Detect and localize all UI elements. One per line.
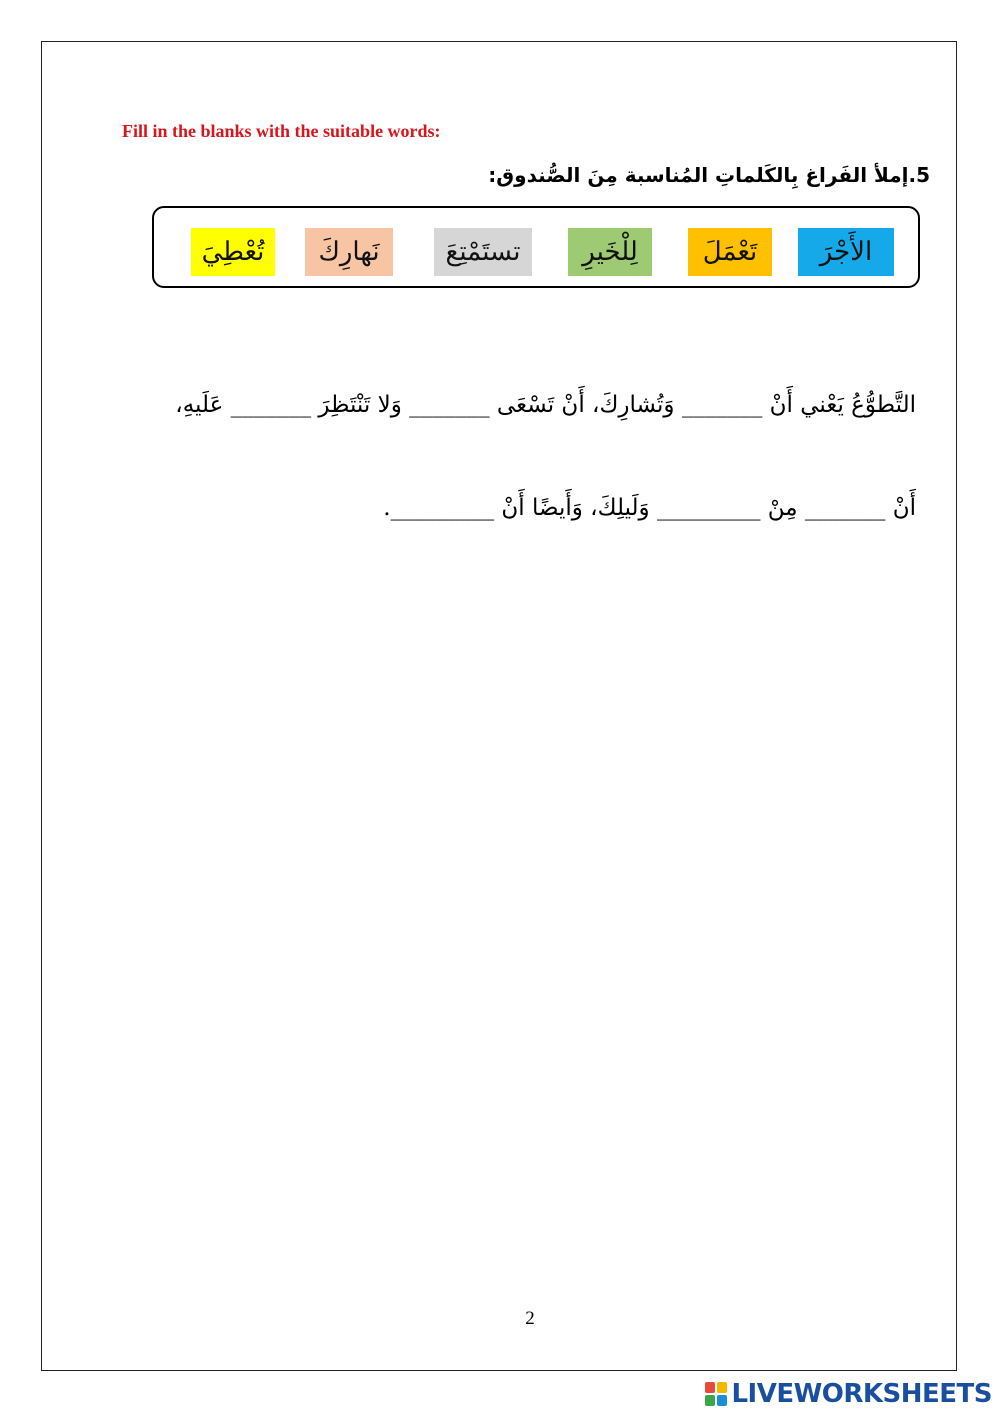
instruction-arabic: 5.إملأ الفَراغ بِالكَلماتِ المُناسبة مِنَ الصُّندوق: [488, 163, 930, 187]
word-chip-taamal[interactable]: تَعْمَلَ [688, 228, 772, 276]
sentence-line-2: أَنْ _______ مِنْ _________ وَلَيلِكَ، وَأَيضًا أَنْ _________. [383, 495, 916, 521]
word-bank-box [152, 206, 920, 288]
instruction-english: Fill in the blanks with the suitable words: [122, 121, 441, 141]
word-chip-tastamtia[interactable]: تستَمْتِعَ [434, 228, 532, 276]
liveworksheets-logo-icon [705, 1382, 727, 1406]
brand-name: LIVEWORKSHEETS [731, 1379, 992, 1409]
word-chip-naharik[interactable]: نَهارِكَ [305, 228, 393, 276]
sentence-line-1: التَّطوُّعُ يَعْني أَنْ _______ وَتُشارِكَ، أَنْ تَسْعَى _______ وَلا تَنْتَظِرَ _______ عَلَيهِ، [175, 392, 916, 418]
word-chip-tutiya[interactable]: تُعْطِيَ [191, 228, 275, 276]
brand-watermark[interactable] [705, 1378, 992, 1410]
word-chip-lilkhayr[interactable]: لِلْخَيرِ [568, 228, 652, 276]
page-number: 2 [525, 1308, 535, 1329]
word-chip-al-ajr[interactable]: الأَجْرَ [798, 228, 894, 276]
